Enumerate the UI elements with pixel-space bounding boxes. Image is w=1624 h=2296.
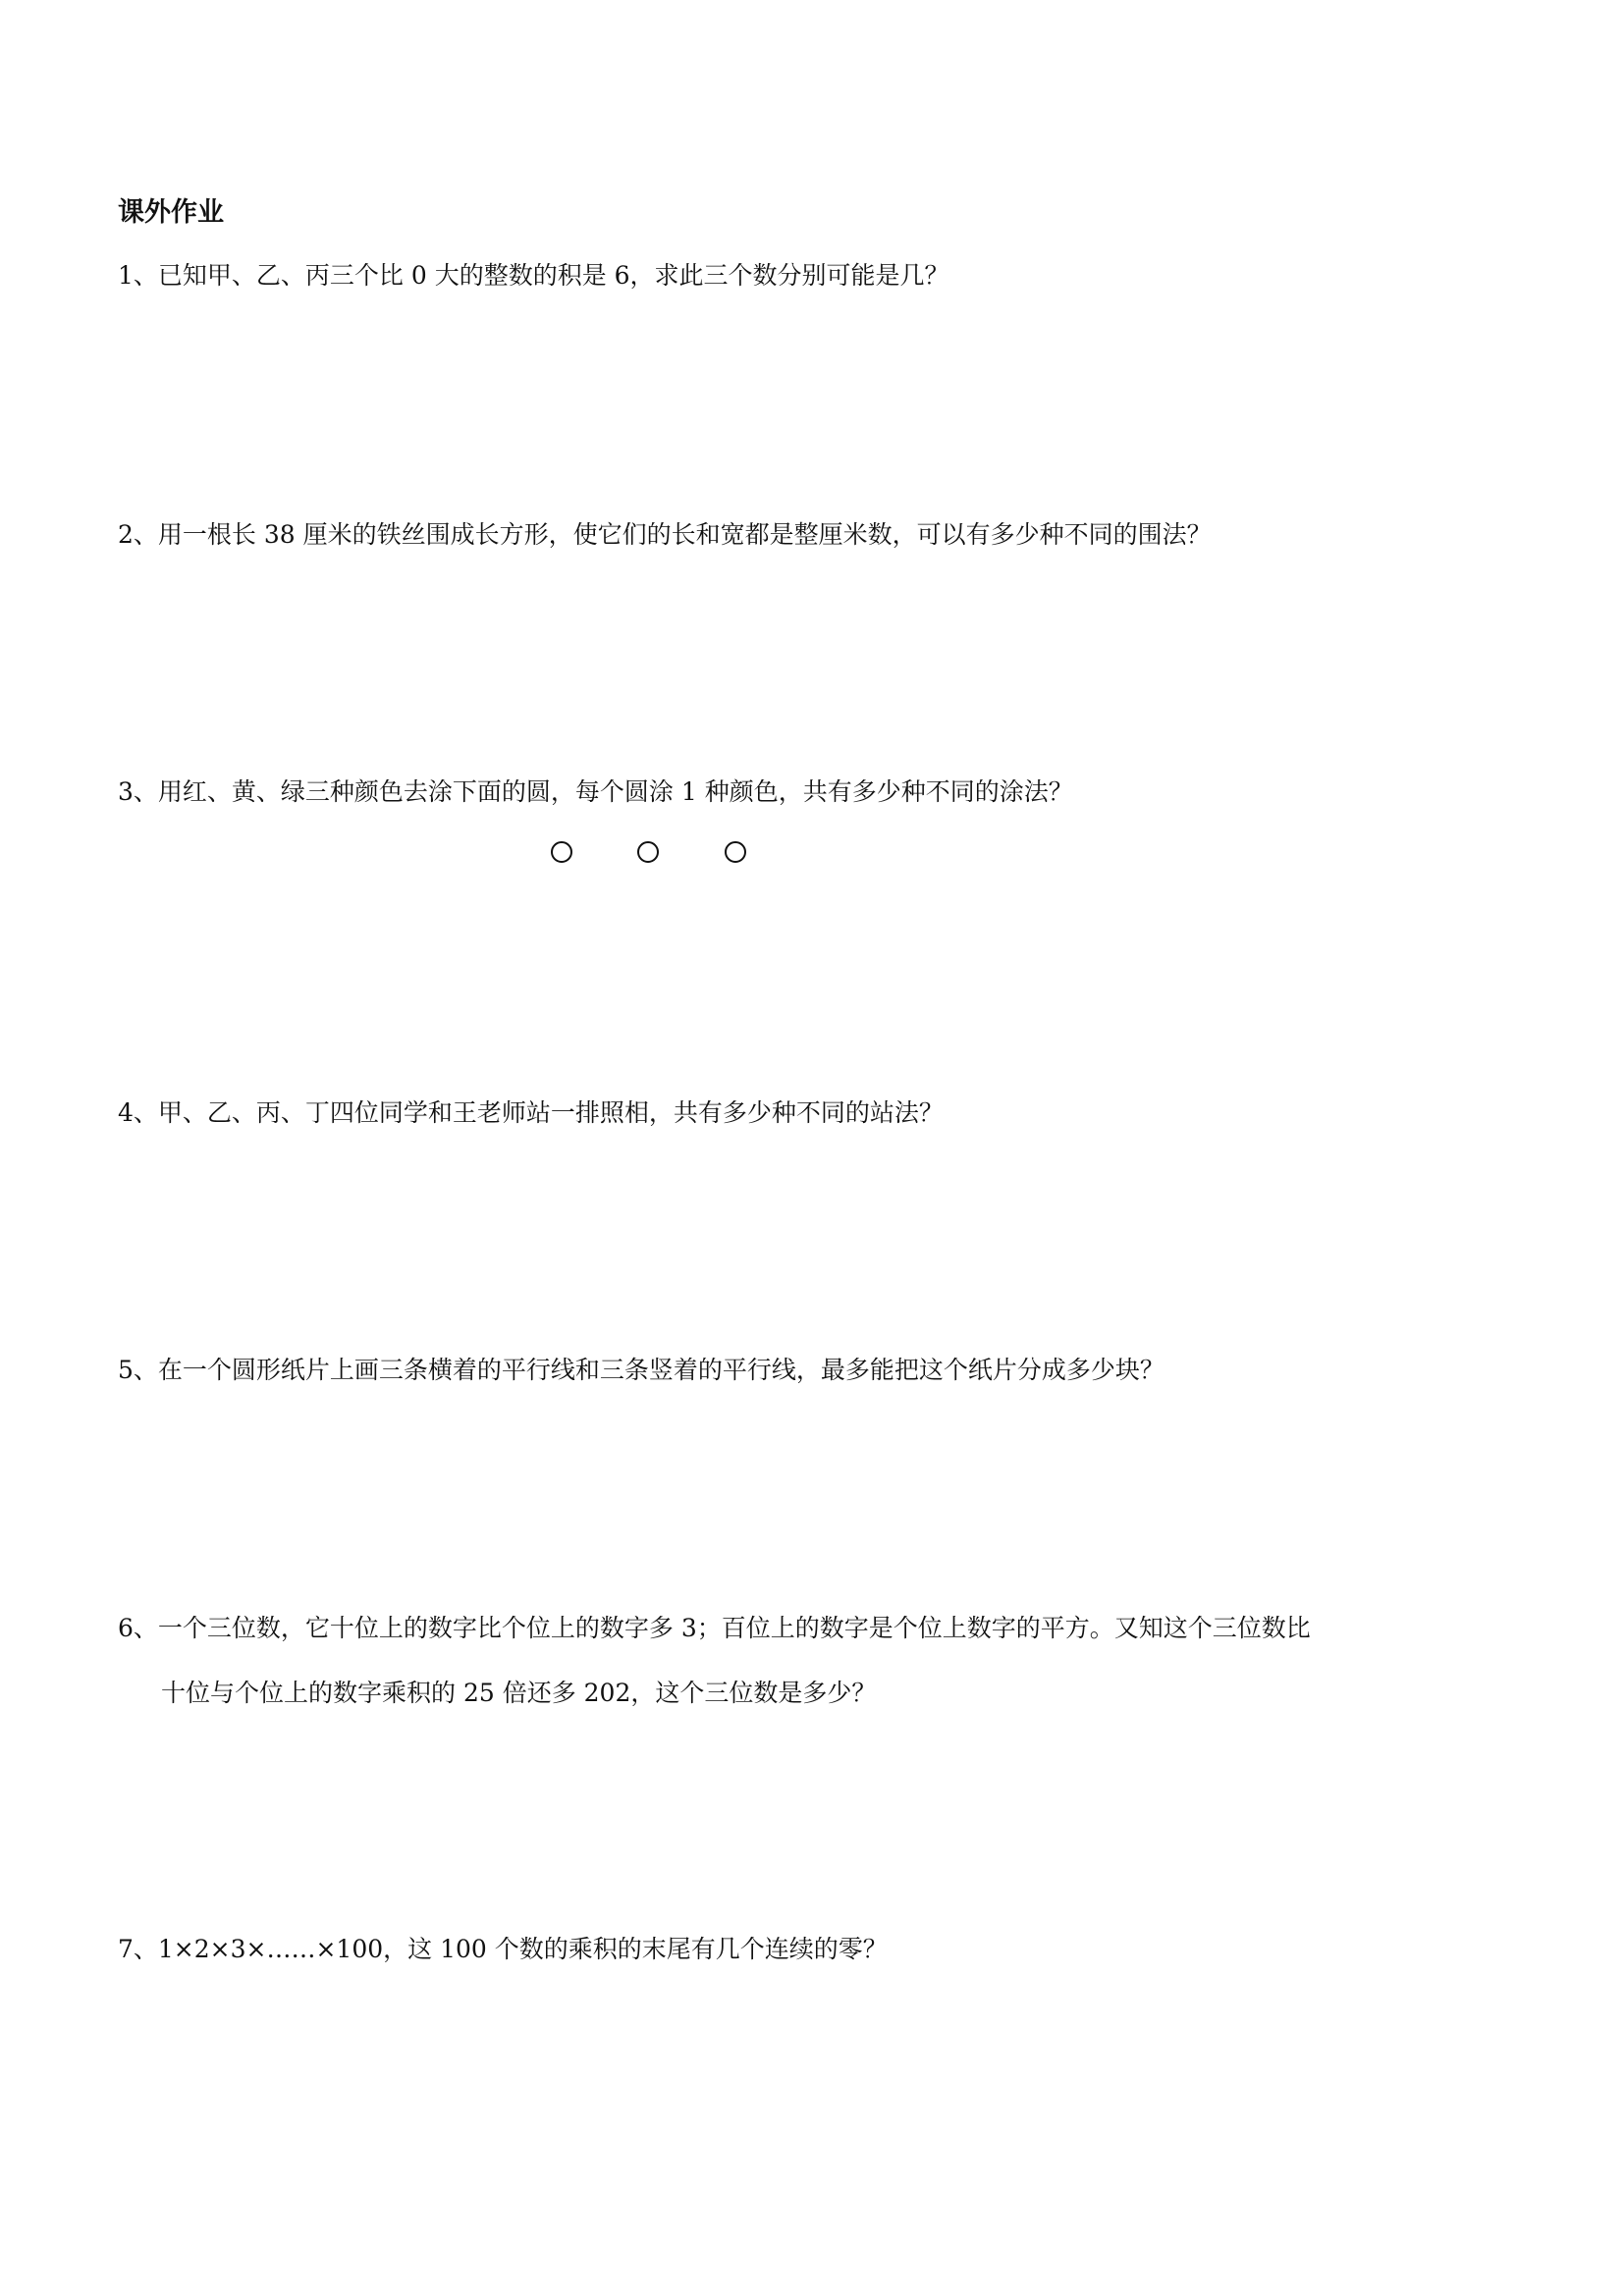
question-5-text: 在一个圆形纸片上画三条横着的平行线和三条竖着的平行线，最多能把这个纸片分成多少块？ [157,1356,1164,1384]
question-7-number: 7、 [118,1935,158,1963]
question-6-continuation: 十位与个位上的数字乘积的 25 倍还多 202，这个三位数是多少？ [161,1679,877,1707]
question-1-text: 已知甲、乙、丙三个比 0 大的整数的积是 6，求此三个数分别可能是几？ [157,261,949,290]
question-3-text: 用红、黄、绿三种颜色去涂下面的圆，每个圆涂 1 种颜色，共有多少种不同的涂法？ [157,777,1073,806]
question-6-text: 一个三位数，它十位上的数字比个位上的数字多 3；百位上的数字是个位上数字的平方。又知这个三位数比 [157,1614,1311,1642]
circle-shape-1 [551,841,572,863]
question-7 [118,1931,888,1968]
worksheet-title: 课外作业 [118,197,224,228]
question-2 [118,516,1212,554]
question-2-text: 用一根长 38 厘米的铁丝围成长方形，使它们的长和宽都是整厘米数，可以有多少种不同的围法？ [157,520,1212,549]
circle-shape-3 [725,841,746,863]
three-circles [545,837,761,871]
question-1-number: 1、 [118,261,158,290]
question-4-text: 甲、乙、丙、丁四位同学和王老师站一排照相，共有多少种不同的站法？ [157,1098,944,1127]
circle-shape-2 [637,841,659,863]
question-5-number: 5、 [118,1356,158,1384]
question-4-number: 4、 [118,1098,158,1127]
question-6 [118,1610,1311,1647]
question-1 [118,257,949,294]
question-3-number: 3、 [118,777,158,806]
question-4 [118,1095,944,1132]
question-6-number: 6、 [118,1614,158,1642]
question-3 [118,774,1073,811]
question-2-number: 2、 [118,520,158,549]
question-7-text: 1×2×3×……×100，这 100 个数的乘积的末尾有几个连续的零？ [157,1935,888,1963]
question-5 [118,1352,1164,1389]
